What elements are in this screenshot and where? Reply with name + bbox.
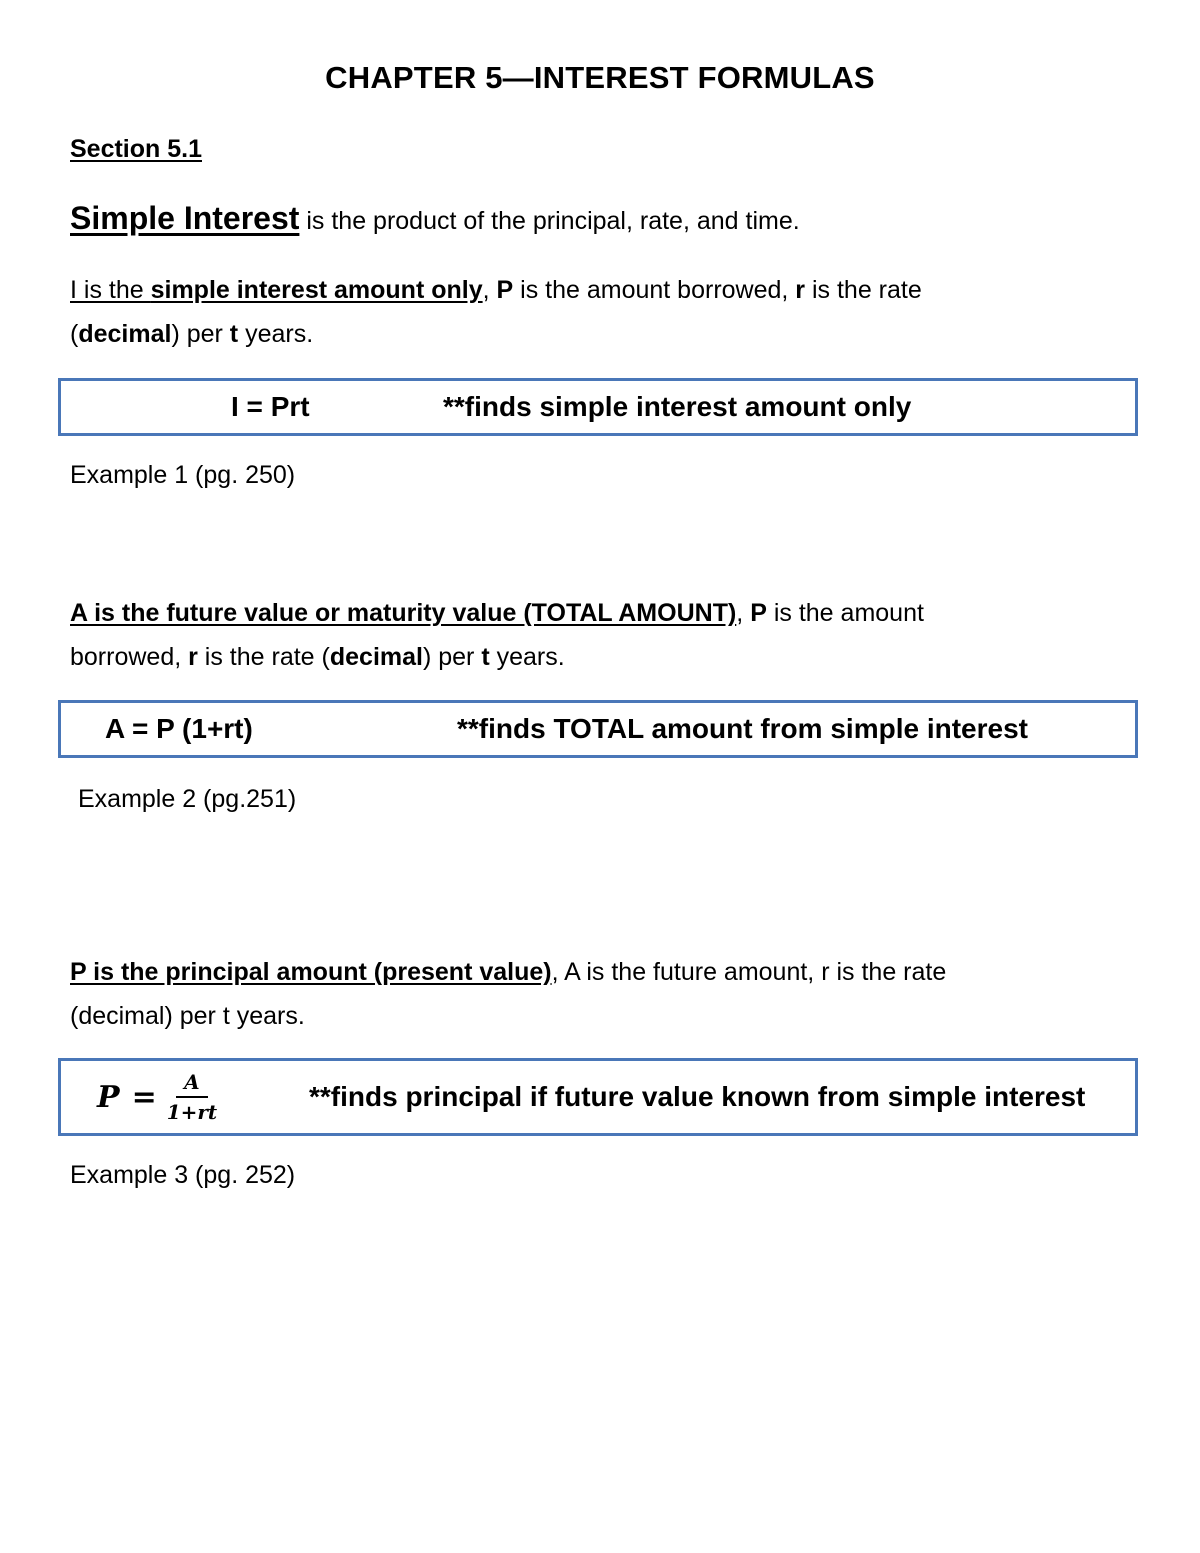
- intro-paragraph: [70, 196, 1140, 243]
- definition-line-1: A is the future value or maturity value (TOTAL AMOUNT), P is the amount: [70, 599, 924, 627]
- def3-underlined: P is the principal amount (present value): [70, 958, 552, 986]
- def1-underlined: I is the simple interest amount only: [70, 276, 483, 304]
- formula-equation: I = Prt: [231, 391, 310, 422]
- formula-note: **finds principal if future value known from simple interest: [309, 1081, 1086, 1112]
- fraction-numerator: A: [176, 1070, 208, 1098]
- example-1: Example 1 (pg. 250): [70, 461, 296, 489]
- fraction-equation: [97, 1070, 217, 1124]
- definition-line-1: P is the principal amount (present value), A is the future amount, r is the rate: [70, 958, 947, 986]
- example-2: Example 2 (pg.251): [78, 785, 297, 813]
- formula-box-total-amount: [58, 700, 1138, 758]
- fraction-denominator: 1+rt: [166, 1100, 218, 1124]
- section-heading: Section 5.1: [70, 135, 202, 163]
- formula-box-simple-interest: [58, 378, 1138, 436]
- definition-principal: [70, 950, 1140, 1038]
- formula-note: **finds simple interest amount only: [443, 391, 912, 422]
- intro-text: is the product of the principal, rate, and time.: [299, 207, 800, 235]
- definition-line-1: I is the simple interest amount only, P is the amount borrowed, r is the rate: [70, 276, 922, 304]
- simple-interest-term: Simple Interest: [70, 200, 300, 236]
- fraction: [167, 1070, 217, 1124]
- definition-future-value: [70, 591, 1140, 679]
- formula-box-principal: [58, 1058, 1138, 1136]
- formula-equation: A = P (1+rt): [105, 713, 253, 744]
- definition-line-2: (decimal) per t years.: [70, 320, 314, 348]
- equation-equals: =: [131, 1079, 157, 1115]
- definition-simple-interest: [70, 268, 1140, 356]
- def2-underlined: A is the future value or maturity value (TOTAL AMOUNT): [70, 599, 737, 627]
- definition-line-2: (decimal) per t years.: [70, 1002, 305, 1030]
- formula-note: **finds TOTAL amount from simple interest: [457, 713, 1028, 744]
- example-3: Example 3 (pg. 252): [70, 1161, 296, 1189]
- chapter-title: CHAPTER 5—INTEREST FORMULAS: [325, 60, 875, 95]
- definition-line-2: borrowed, r is the rate (decimal) per t years.: [70, 643, 565, 671]
- equation-lhs: P: [97, 1079, 120, 1115]
